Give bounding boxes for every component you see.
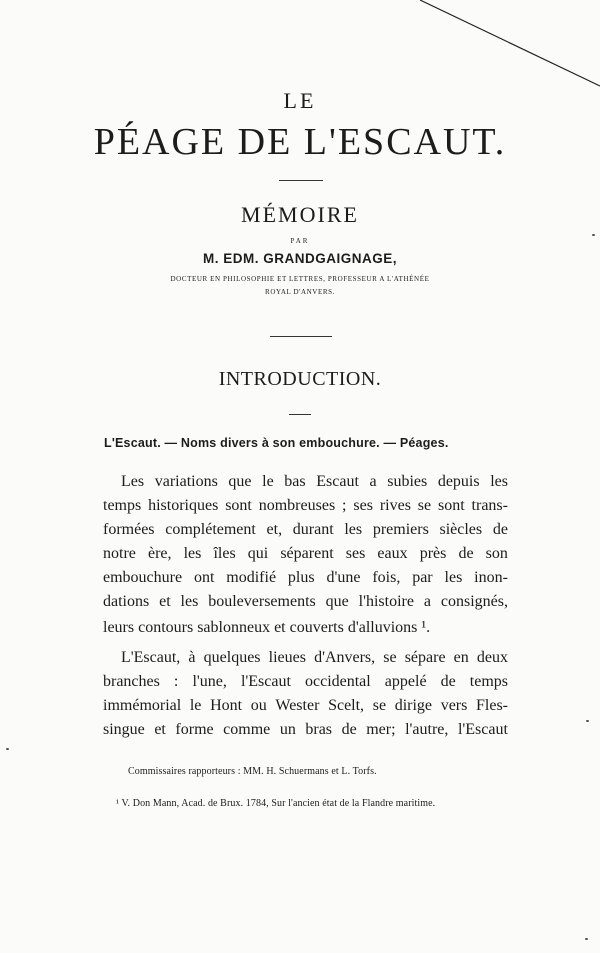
margin-speck [592,234,595,236]
title-rule [279,180,323,181]
body-line: Les variations que le bas Escaut a subies depuis les [121,473,508,490]
body-line: singue et forme comme un bras de mer; l'autre, l'Escaut [103,721,508,738]
footnote-1: ¹ V. Don Mann, Acad. de Brux. 1784, Sur l'ancien état de la Flandre maritime. [116,798,436,809]
memoire-heading: MÉMOIRE [241,202,359,227]
author-rule [270,336,332,337]
introduction-heading: INTRODUCTION. [218,368,382,390]
body-line: embouchure ont modifié plus d'une fois, par les inon- [103,569,508,586]
body-line: branches : l'une, l'Escaut occidental appelé de temps [103,673,508,690]
body-line: temps historiques sont nombreuses ; ses rives se sont trans- [103,497,508,514]
title-article: LE [283,88,317,113]
body-line: formées complétement et, durant les premiers siècles de [103,521,508,538]
body-line: leurs contours sablonneux et couverts d'alluvions ¹. [103,619,431,636]
document-title: PÉAGE DE L'ESCAUT. [93,121,507,163]
margin-speck [585,938,588,940]
margin-speck [6,748,9,750]
margin-speck [586,720,589,722]
section-subtitle: L'Escaut. — Noms divers à son embouchure. — Péages. [104,436,449,450]
commissaires-note: Commissaires rapporteurs : MM. H. Schuermans et L. Torfs. [128,766,377,777]
body-line: dations et les bouleversements que l'histoire a consignés, [103,593,508,610]
intro-rule [289,414,311,415]
par-label: PAR [290,237,310,245]
author-credentials-line1: DOCTEUR EN PHILOSOPHIE ET LETTRES, PROFESSEUR A L'ATHÉNÉE [170,275,430,283]
body-line: L'Escaut, à quelques lieues d'Anvers, se sépare en deux [121,649,508,666]
body-line: notre ère, les îles qui séparent ses eaux près de son [103,545,508,562]
author-credentials-line2: ROYAL D'ANVERS. [265,288,335,296]
body-line: immémorial le Hont ou Wester Scelt, se dirige vers Fles- [103,697,508,714]
author-name: M. EDM. GRANDGAIGNAGE, [202,251,397,266]
